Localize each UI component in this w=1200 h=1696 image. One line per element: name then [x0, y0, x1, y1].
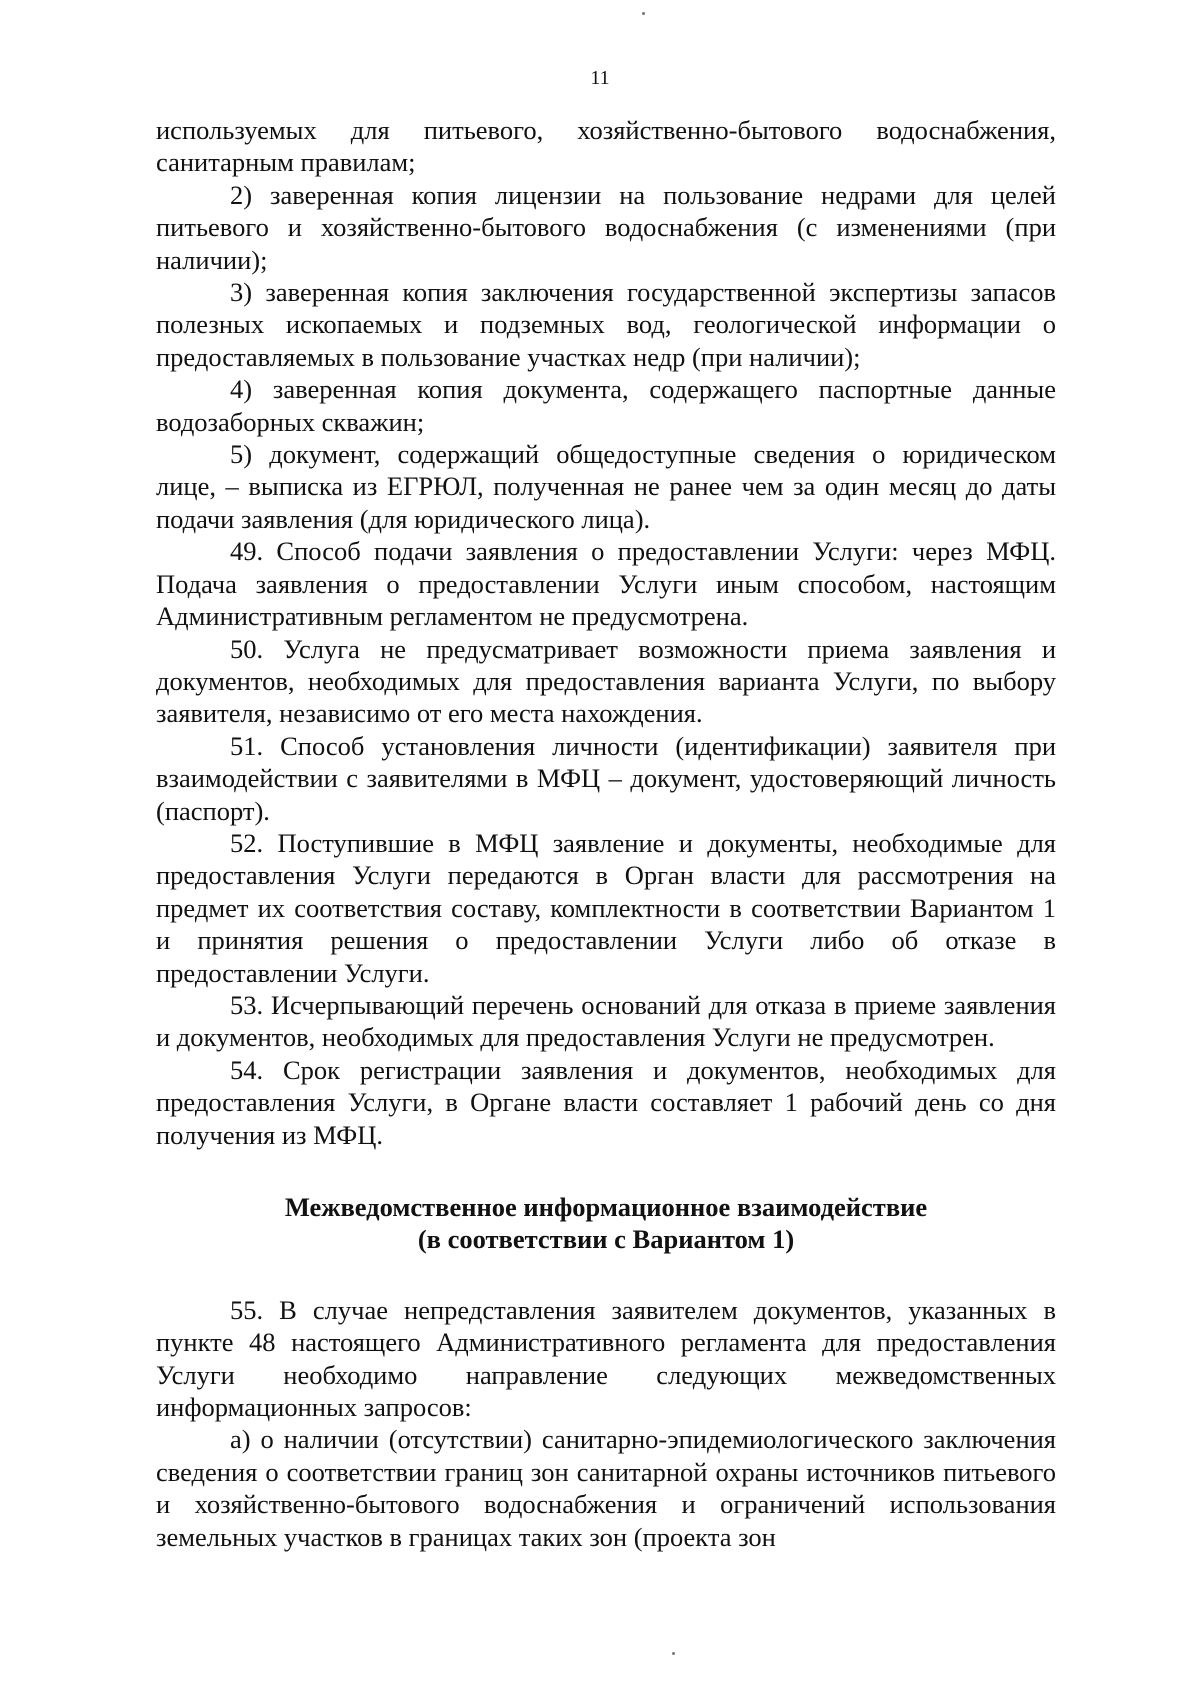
paragraph: 4) заверенная копия документа, содержащего паспортные данные водозаборных скважин;	[156, 374, 1056, 437]
paragraph: 50. Услуга не предусматривает возможности приема заявления и документов, необходимых для предоставления варианта Услуги, по выбору заявителя, независимо от его места нахождения.	[156, 633, 1056, 729]
document-body	[156, 114, 1056, 1553]
paragraph: 3) заверенная копия заключения государственной экспертизы запасов полезных ископаемых и подземных вод, геологической информации о предоставляемых в пользование участках недр (при наличии);	[156, 277, 1056, 372]
paragraph: 51. Способ установления личности (идентификации) заявителя при взаимодействии с заявителями в МФЦ – документ, удостоверяющий личность (паспорт).	[156, 730, 1056, 826]
paragraph: 52. Поступившие в МФЦ заявление и документы, необходимые для предоставления Услуги передаются в Орган власти для рассмотрения на предмет их соответствия составу, комплектности в соответствии Вариантом 1 и принятия решения о предоставлении Услуги либо об отказе в предоставлении Услуги.	[156, 827, 1056, 988]
paragraph: 54. Срок регистрации заявления и документов, необходимых для предоставления Услуги, в Органе власти составляет 1 рабочий день со дня получения из МФЦ.	[156, 1054, 1056, 1150]
section-heading-line: Межведомственное информационное взаимодействие	[284, 1192, 928, 1222]
section-heading	[156, 1191, 1056, 1256]
paragraph: 55. В случае непредставления заявителем документов, указанных в пункте 48 настоящего Административного регламента для предоставления Услуги необходимо направление следующих межведомственных информационных запросов:	[156, 1294, 1056, 1423]
paragraph: используемых для питьевого, хозяйственно-бытового водоснабжения, санитарным правилам;	[156, 115, 1056, 178]
paragraph: 2) заверенная копия лицензии на пользование недрами для целей питьевого и хозяйственно-бытового водоснабжения (с изменениями (при наличии);	[156, 179, 1056, 275]
section-heading-line: (в соответствии с Вариантом 1)	[417, 1224, 795, 1255]
paragraph: а) о наличии (отсутствии) санитарно-эпидемиологического заключения сведения о соответствии границ зон санитарной охраны источников питьевого и хозяйственно-бытового водоснабжения и ограничений использования земельных участков в границах таких зон (проекта зон	[156, 1424, 1056, 1552]
scan-speck	[672, 1652, 675, 1655]
scan-speck	[642, 12, 645, 15]
paragraph: 53. Исчерпывающий перечень оснований для отказа в приеме заявления и документов, необходимых для предоставления Услуги не предусмотрен.	[156, 989, 1056, 1053]
paragraph: 5) документ, содержащий общедоступные сведения о юридическом лице, – выписка из ЕГРЮЛ, полученная не ранее чем за один месяц до даты подачи заявления (для юридического лица).	[156, 439, 1056, 534]
paragraph: 49. Способ подачи заявления о предоставлении Услуги: через МФЦ. Подача заявления о предоставлении Услуги иным способом, настоящим Административным регламентом не предусмотрена.	[156, 536, 1056, 632]
page-number: 11	[590, 67, 610, 89]
